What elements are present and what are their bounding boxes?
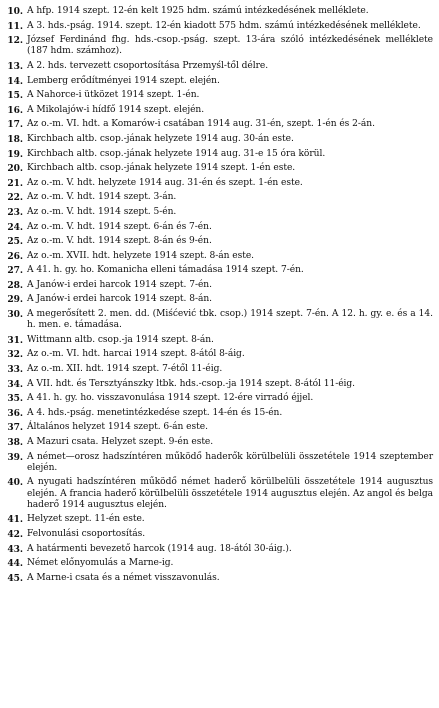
list-item bbox=[6, 90, 433, 101]
item-number: 23. bbox=[7, 206, 23, 218]
item-text: Kirchbach altb. csop.-jának helyzete 1914 aug. 31-e 15 óra körül. bbox=[27, 148, 326, 159]
item-text: Az o.-m. XII. hdt. 1914 szept. 7-étől 11-éig. bbox=[27, 364, 223, 375]
item-text: A Nahorce-i ütközet 1914 szept. 1-én. bbox=[27, 90, 200, 101]
item-text: A Mikolajów-i hídfő 1914 szept. elején. bbox=[27, 104, 205, 115]
item-number: 31. bbox=[7, 334, 23, 346]
item-text: Az o.-m. VI. hdt. harcai 1914 szept. 8-ától 8-áig. bbox=[27, 349, 245, 360]
list-item bbox=[6, 236, 433, 247]
item-text: Az o.-m. V. hdt. helyzete 1914 aug. 31-én és szept. 1-én este. bbox=[27, 177, 303, 188]
item-number: 21. bbox=[7, 177, 23, 189]
item-number: 44. bbox=[7, 558, 23, 570]
item-number: 15. bbox=[7, 90, 23, 102]
list-item bbox=[6, 265, 433, 276]
item-text: Helyzet szept. 11-én este. bbox=[27, 514, 145, 525]
list-item bbox=[6, 163, 433, 174]
item-text: A Janów-i erdei harcok 1914 szept. 7-én. bbox=[27, 279, 212, 290]
list-item bbox=[6, 61, 433, 72]
item-number: 32. bbox=[7, 349, 23, 361]
item-number: 34. bbox=[7, 378, 23, 390]
list-item bbox=[6, 379, 433, 390]
item-number: 11. bbox=[7, 20, 23, 32]
list-item bbox=[6, 192, 433, 203]
list-item bbox=[6, 529, 433, 540]
item-text: Az o.-m. V. hdt. 1914 szept. 5-én. bbox=[27, 206, 177, 217]
list-item bbox=[6, 573, 433, 584]
list-item bbox=[6, 105, 433, 116]
item-number: 40. bbox=[7, 477, 23, 489]
list-item bbox=[6, 477, 433, 511]
list-item bbox=[6, 309, 433, 331]
item-number: 29. bbox=[7, 294, 23, 306]
list-item bbox=[6, 149, 433, 160]
item-number: 35. bbox=[7, 393, 23, 405]
item-number: 41. bbox=[7, 514, 23, 526]
list-item bbox=[6, 364, 433, 375]
list-item bbox=[6, 251, 433, 262]
item-number: 22. bbox=[7, 192, 23, 204]
list-item bbox=[6, 393, 433, 404]
item-number: 14. bbox=[7, 75, 23, 87]
item-number: 43. bbox=[7, 543, 23, 555]
item-number: 20. bbox=[7, 163, 23, 175]
list-item bbox=[6, 452, 433, 474]
item-number: 30. bbox=[7, 309, 23, 321]
item-text: Az o.-m. V. hdt. 1914 szept. 8-án és 9-én. bbox=[27, 236, 212, 247]
item-number: 36. bbox=[7, 407, 23, 419]
item-number: 12. bbox=[7, 35, 23, 47]
list-item bbox=[6, 134, 433, 145]
item-number: 18. bbox=[7, 133, 23, 145]
list-item bbox=[6, 544, 433, 555]
item-text: Wittmann altb. csop.-ja 1914 szept. 8-án. bbox=[27, 334, 214, 345]
item-text: A 3. hds.-pság. 1914. szept. 12-én kiadott 575 hdm. számú intézkedésének melléklete. bbox=[27, 20, 421, 31]
item-text: A 41. h. gy. ho. visszavonulása 1914 szept. 12-ére virradó éjjel. bbox=[27, 393, 314, 404]
item-text: Az o.-m. VI. hdt. a Komarów-i csatában 1914 aug. 31-én, szept. 1-én és 2-án. bbox=[27, 119, 375, 130]
item-text: Kirchbach altb. csop.-jának helyzete 1914 szept. 1-én este. bbox=[27, 163, 296, 174]
list-item bbox=[6, 514, 433, 525]
list-item bbox=[6, 21, 433, 32]
item-text: A Marne-i csata és a német visszavonulás. bbox=[27, 572, 220, 583]
list-item bbox=[6, 119, 433, 130]
item-text: A megerősített 2. men. dd. (Miśćević tbk. csop.) 1914 szept. 7-én. A 12. h. gy. e. és a 14. h. men. e. támadása. bbox=[27, 309, 433, 331]
item-number: 16. bbox=[7, 104, 23, 116]
item-number: 10. bbox=[7, 6, 23, 17]
item-text: Az o.-m. V. hdt. 1914 szept. 3-án. bbox=[27, 192, 177, 203]
item-text: A határmenti bevezető harcok (1914 aug. 18-ától 30-áig.). bbox=[27, 543, 292, 554]
item-number: 13. bbox=[7, 60, 23, 72]
item-number: 26. bbox=[7, 250, 23, 262]
item-number: 33. bbox=[7, 364, 23, 376]
item-number: 42. bbox=[7, 529, 23, 541]
list-item bbox=[6, 408, 433, 419]
item-number: 37. bbox=[7, 422, 23, 434]
list-item bbox=[6, 335, 433, 346]
list-item bbox=[6, 6, 433, 17]
item-text: A 2. hds. tervezett csoportosítása Przemyśl-től délre. bbox=[27, 60, 269, 71]
list-item bbox=[6, 437, 433, 448]
item-text: A 41. h. gy. ho. Komanicha elleni támadása 1914 szept. 7-én. bbox=[27, 265, 304, 276]
list-item bbox=[6, 349, 433, 360]
map-list bbox=[6, 6, 433, 584]
item-text: A 4. hds.-pság. menetintézkedése szept. 14-én és 15-én. bbox=[27, 407, 283, 418]
item-text: A VII. hdt. és Tersztyánszky ltbk. hds.-csop.-ja 1914 szept. 8-ától 11-éig. bbox=[27, 378, 356, 389]
item-number: 27. bbox=[7, 265, 23, 277]
item-text: Lemberg erődítményei 1914 szept. elején. bbox=[27, 75, 220, 86]
item-text: Általános helyzet 1914 szept. 6-án este. bbox=[27, 422, 208, 433]
item-text: A hfp. 1914 szept. 12-én kelt 1925 hdm. számú intézkedésének melléklete. bbox=[27, 6, 369, 16]
item-text: Felvonulási csoportosítás. bbox=[27, 529, 146, 540]
list-item bbox=[6, 222, 433, 233]
item-number: 17. bbox=[7, 119, 23, 131]
list-item bbox=[6, 178, 433, 189]
item-number: 45. bbox=[7, 572, 23, 584]
item-text: A német—orosz hadszíntéren működő haderők körülbelüli összetétele 1914 szeptember elején. bbox=[27, 451, 433, 473]
item-text: A Mazuri csata. Helyzet szept. 9-én este. bbox=[27, 437, 214, 448]
list-item bbox=[6, 35, 433, 57]
item-number: 38. bbox=[7, 437, 23, 449]
item-number: 39. bbox=[7, 451, 23, 463]
item-number: 24. bbox=[7, 221, 23, 233]
item-number: 28. bbox=[7, 279, 23, 291]
item-text: A Janów-i erdei harcok 1914 szept. 8-án. bbox=[27, 294, 212, 305]
list-item bbox=[6, 558, 433, 569]
list-item bbox=[6, 294, 433, 305]
list-item bbox=[6, 76, 433, 87]
list-item bbox=[6, 280, 433, 291]
item-text: Német előnyomulás a Marne-ig. bbox=[27, 558, 174, 569]
item-text: József Ferdinánd fhg. hds.-csop.-pság. szept. 13-ára szóló intézkedésének melléklete (187 hdm. számhoz). bbox=[27, 35, 433, 57]
item-text: A nyugati hadszíntéren működő német haderő körülbelüli összetétele 1914 augusztus elején. A francia haderő körülbelüli összetétele 1914 augusztus elején. Az angol és belga haderő 1914 augusztus elején. bbox=[27, 477, 433, 510]
list-item bbox=[6, 207, 433, 218]
item-number: 19. bbox=[7, 148, 23, 160]
item-text: Kirchbach altb. csop.-jának helyzete 1914 aug. 30-án este. bbox=[27, 133, 294, 144]
list-item bbox=[6, 422, 433, 433]
item-number: 25. bbox=[7, 236, 23, 248]
item-text: Az o.-m. XVII. hdt. helyzete 1914 szept. 8-án este. bbox=[27, 250, 255, 261]
item-text: Az o.-m. V. hdt. 1914 szept. 6-án és 7-én. bbox=[27, 221, 212, 232]
